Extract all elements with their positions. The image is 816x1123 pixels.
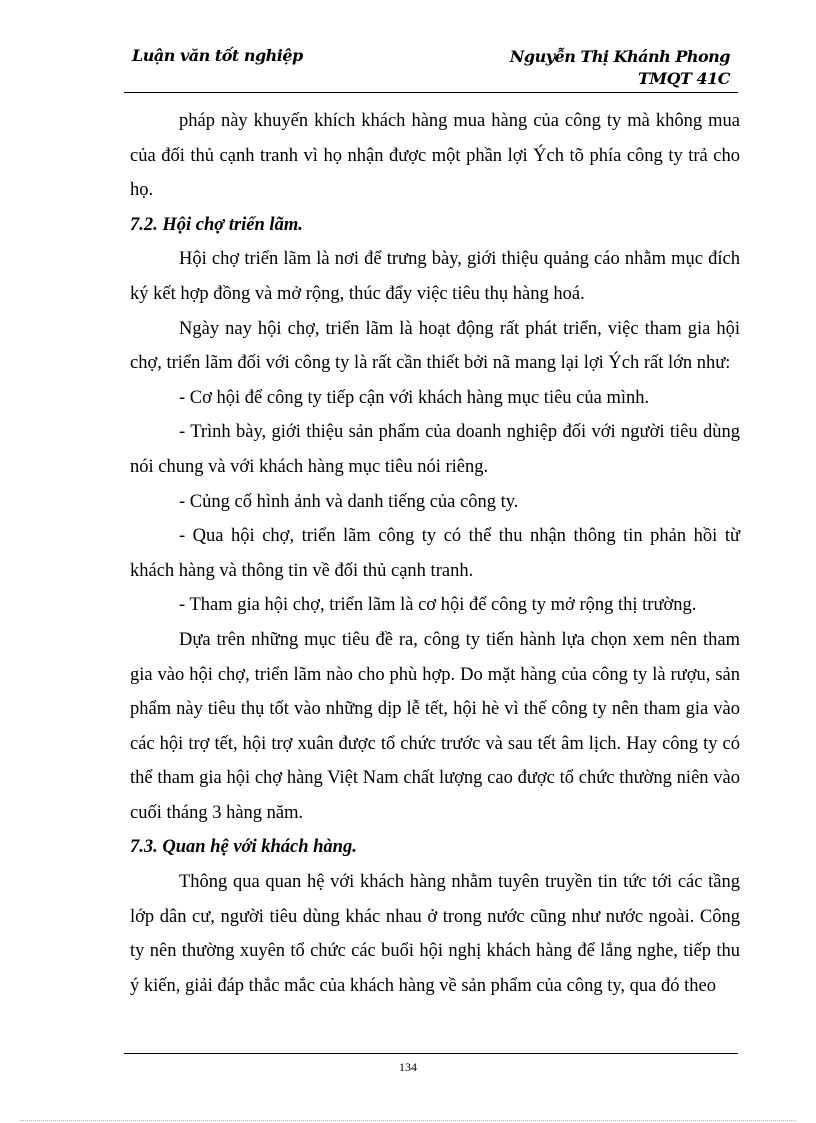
header-author-name: Nguyễn Thị Khánh Phong — [509, 47, 730, 66]
page-number: 134 — [399, 1060, 417, 1074]
paragraph: pháp này khuyến khích khách hàng mua hàng của công ty mà không mua của đối thủ cạnh tranh vì họ nhận được một phần lợi Ých tõ phía công ty trả cho họ. — [130, 111, 740, 201]
paragraph: Thông qua quan hệ với khách hàng nhằm tuyên truyền tin tức tới các tầng lớp dân cư, người tiêu dùng khác nhau ở trong nước cũng như nước ngoài. Công ty nên thường xuyên tổ chức các buổi hội nghị khách hàng để lắng nghe, tiếp thu ý kiến, giải đáp thắc mắc của khách hàng về sản phẩm của công ty, qua đó theo — [130, 872, 740, 996]
header-rule — [124, 92, 738, 93]
paragraph: Hội chợ triển lãm là nơi để trưng bày, giới thiệu quảng cáo nhằm mục đích ký kết hợp đồng và mở rộng, thúc đẩy việc tiêu thụ hàng hoá. — [130, 249, 740, 304]
bullet-item: - Qua hội chợ, triển lãm công ty có thể thu nhận thông tin phản hồi từ khách hàng và thông tin về đối thủ cạnh tranh. — [130, 526, 740, 581]
section-heading: 7.2. Hội chợ triển lãm. — [130, 214, 303, 235]
header-left-title: Luận văn tốt nghiệp — [132, 46, 303, 65]
header-author-class: TMQT 41C — [637, 69, 730, 88]
bullet-item: - Trình bày, giới thiệu sản phẩm của doanh nghiệp đối với người tiêu dùng nói chung và với khách hàng mục tiêu nói riêng. — [130, 422, 740, 477]
document-body — [130, 104, 740, 1003]
footer-rule — [124, 1053, 738, 1054]
section-heading: 7.3. Quan hệ với khách hàng. — [130, 837, 357, 858]
bullet-item: - Tham gia hội chợ, triển lãm là cơ hội để công ty mở rộng thị trường. — [179, 595, 697, 616]
paragraph: Dựa trên những mục tiêu đề ra, công ty tiến hành lựa chọn xem nên tham gia vào hội chợ, triển lãm nào cho phù hợp. Do mặt hàng của công ty là rượu, sản phẩm này tiêu thụ tốt vào những dịp lễ tết, hội hè vì thế công ty nên tham gia vào các hội trợ tết, hội trợ xuân được tổ chức trước và sau tết âm lịch. Hay công ty có thể tham gia hội chợ hàng Việt Nam chất lượng cao được tổ chức thường niên vào cuối tháng 3 hàng năm. — [130, 629, 740, 823]
header-author — [510, 46, 730, 90]
paragraph: Ngày nay hội chợ, triển lãm là hoạt động rất phát triển, việc tham gia hội chợ, triển lãm đối với công ty là rất cần thiết bởi nã mang lại lợi Ých rất lớn như: — [130, 318, 740, 374]
bullet-item: - Cơ hội để công ty tiếp cận với khách hàng mục tiêu của mình. — [179, 387, 650, 408]
bullet-item: - Củng cố hình ảnh và danh tiếng của công ty. — [179, 491, 519, 512]
page-edge-dots — [20, 1120, 796, 1121]
